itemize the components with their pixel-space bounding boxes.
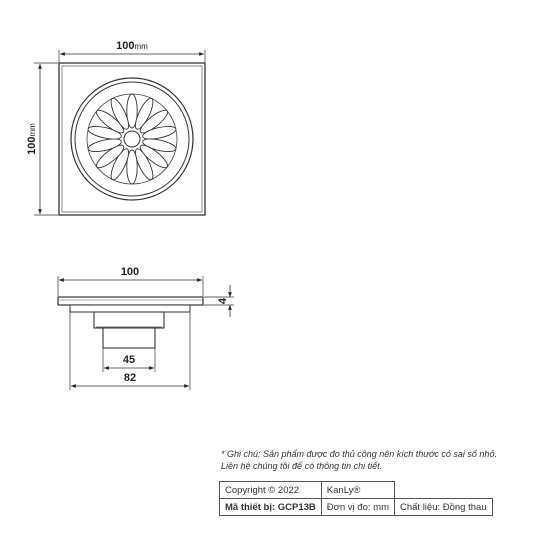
outer-width-label: 82	[123, 372, 137, 384]
total-width-label: 100	[120, 266, 140, 278]
title-block	[219, 481, 493, 516]
body-upper	[70, 305, 190, 312]
side-view	[58, 266, 234, 390]
disclaimer-note	[221, 448, 539, 472]
top-view	[26, 40, 205, 215]
unit-cell: Đơn vị đo: mm	[321, 499, 394, 516]
height-unit: mm	[28, 123, 37, 137]
width-value: 100	[116, 40, 135, 52]
title-block-row-2	[220, 499, 493, 516]
material-cell: Chất liệu: Đồng thau	[394, 499, 492, 516]
width-dimension-label	[116, 40, 148, 52]
grate-center-hub	[124, 131, 140, 147]
inner-width-label: 45	[122, 354, 136, 366]
height-value: 100	[26, 136, 38, 155]
thickness-label: 4	[217, 297, 229, 305]
width-unit: mm	[134, 42, 148, 51]
brand-cell: KanLy®	[321, 482, 394, 499]
trap-outer-body	[94, 312, 164, 328]
device-code-cell: Mã thiết bị: GCP13B	[220, 499, 322, 516]
copyright-cell: Copyright © 2022	[220, 482, 322, 499]
title-block-row-1	[220, 482, 493, 499]
trap-inner-pipe	[103, 328, 155, 348]
height-dimension-label	[26, 123, 38, 155]
flange-body	[58, 297, 203, 305]
note-line-1: * Ghi chú: Sản phẩm được đo thủ công nên kích thước có sai số nhỏ.	[221, 449, 497, 459]
note-line-2: Liên hệ chúng tôi để có thông tin chi tiết.	[221, 461, 383, 471]
